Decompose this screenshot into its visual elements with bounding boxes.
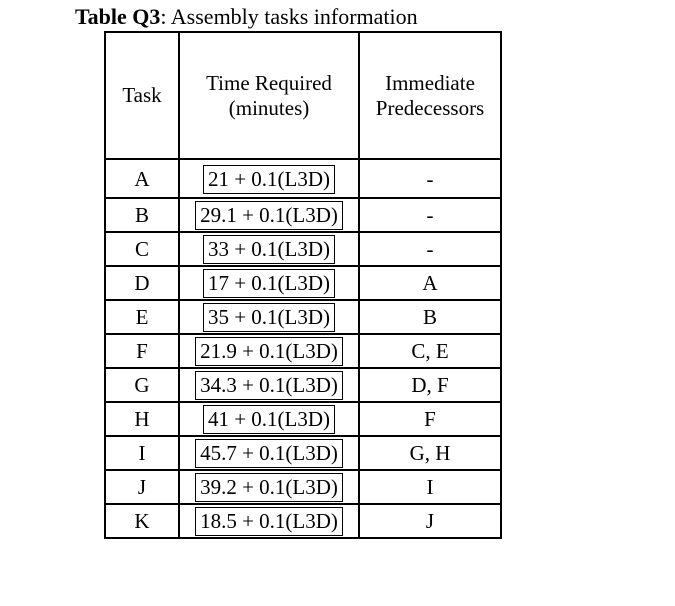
time-value: 39.2 + 0.1(L3D) (195, 473, 343, 502)
table-row (105, 159, 501, 198)
table-row (105, 504, 501, 538)
table-row (105, 300, 501, 334)
predecessor-cell: J (359, 504, 501, 538)
task-cell: E (105, 300, 179, 334)
table-caption (75, 4, 418, 30)
task-cell: G (105, 368, 179, 402)
time-cell (179, 198, 359, 232)
time-cell (179, 266, 359, 300)
time-value: 34.3 + 0.1(L3D) (195, 371, 343, 400)
time-value: 21.9 + 0.1(L3D) (195, 337, 343, 366)
task-cell: A (105, 159, 179, 198)
time-cell (179, 402, 359, 436)
header-time-required (179, 32, 359, 159)
predecessor-cell: G, H (359, 436, 501, 470)
time-cell (179, 159, 359, 198)
header-pred-line2: Predecessors (375, 95, 485, 120)
time-cell (179, 232, 359, 266)
table-row (105, 368, 501, 402)
predecessor-cell: B (359, 300, 501, 334)
time-cell (179, 504, 359, 538)
table-row (105, 232, 501, 266)
header-immediate-predecessors (359, 32, 501, 159)
table-row (105, 436, 501, 470)
task-cell: B (105, 198, 179, 232)
predecessor-cell: - (359, 232, 501, 266)
header-time-line1: Time Required (206, 70, 332, 95)
time-value: 35 + 0.1(L3D) (203, 303, 335, 332)
predecessor-cell: - (359, 159, 501, 198)
time-value: 41 + 0.1(L3D) (203, 405, 335, 434)
task-cell: D (105, 266, 179, 300)
task-cell: K (105, 504, 179, 538)
time-value: 29.1 + 0.1(L3D) (195, 201, 343, 230)
predecessor-cell: I (359, 470, 501, 504)
table-row (105, 198, 501, 232)
time-cell (179, 300, 359, 334)
task-cell: H (105, 402, 179, 436)
time-cell (179, 368, 359, 402)
predecessor-cell: A (359, 266, 501, 300)
time-cell (179, 470, 359, 504)
time-cell (179, 334, 359, 368)
time-value: 17 + 0.1(L3D) (203, 269, 335, 298)
task-cell: F (105, 334, 179, 368)
table-row (105, 402, 501, 436)
task-cell: J (105, 470, 179, 504)
predecessor-cell: - (359, 198, 501, 232)
task-cell: C (105, 232, 179, 266)
time-value: 18.5 + 0.1(L3D) (195, 507, 343, 536)
predecessor-cell: D, F (359, 368, 501, 402)
time-value: 21 + 0.1(L3D) (203, 165, 335, 194)
task-cell: I (105, 436, 179, 470)
header-task-label: Task (122, 83, 162, 107)
caption-label: Table Q3 (75, 4, 161, 29)
table-row (105, 266, 501, 300)
predecessor-cell: F (359, 402, 501, 436)
header-time-line2: (minutes) (228, 95, 310, 120)
time-value: 45.7 + 0.1(L3D) (195, 439, 343, 468)
time-cell (179, 436, 359, 470)
assembly-tasks-table (104, 31, 502, 539)
header-pred-line1: Immediate (385, 70, 475, 95)
table-header-row (105, 32, 501, 159)
time-value: 33 + 0.1(L3D) (203, 235, 335, 264)
caption-text: : Assembly tasks information (160, 4, 418, 29)
header-task (105, 32, 179, 159)
predecessor-cell: C, E (359, 334, 501, 368)
table-row (105, 470, 501, 504)
table-row (105, 334, 501, 368)
